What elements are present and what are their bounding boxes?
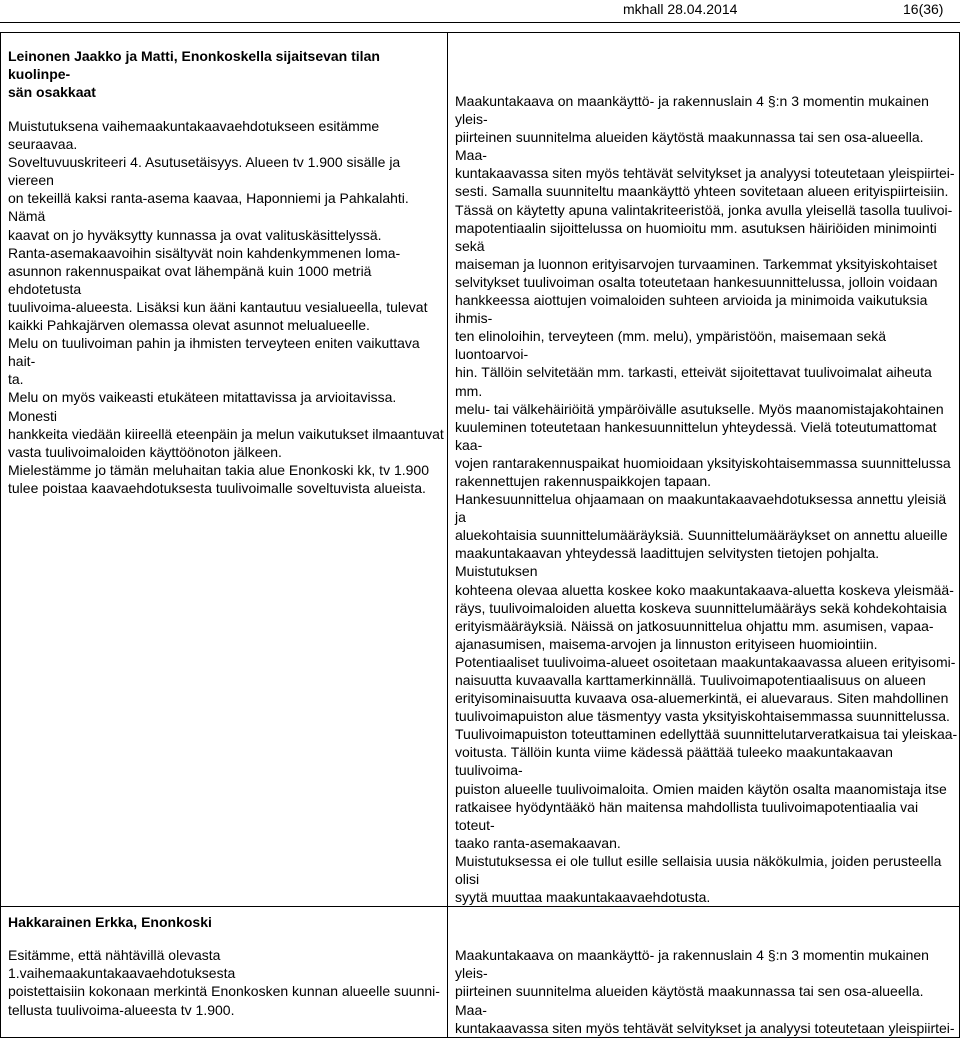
response-cell <box>448 907 960 1037</box>
page-header <box>0 0 960 20</box>
submission-text: Muistutuksena vaihemaakuntakaavaehdotukseen esitämme seuraavaa. Soveltuvuuskriteeri 4. Asutusetäisyys. Alueen tv 1.900 sisälle ja viereen on tekeillä kaksi ranta-asema kaavaa, Haponniemi ja Pahkalahti. Nämä kaavat on jo hyväksytty kunnassa ja ovat valituskäsittelyssä. Ranta-asemakaavoihin sisältyvät noin kahdenkymmenen loma- asunnon rakennuspaikat ovat lähempänä kuin 1000 metriä ehdotetusta tuulivoima-alueesta. Lisäksi kun ääni kantautuu vesialueella, tulevat kaikki Pahkajärven olemassa olevat asunnot melualueelle. Melu on tuulivoiman pahin ja ihmisten terveyteen eniten vaikuttava hait- ta. Melu on myös vaikeasti etukäteen mitattavissa ja arvioitavissa. Monesti hankkeita viedään kiireellä eteenpäin ja melun vaikutukset ilmaantuvat vasta tuulivoimaloiden käyttöönoton jälkeen. Mielestämme jo tämän meluhaitan takia alue Enonkoski kk, tv 1.900 tulee poistaa kaavaehdotuksesta tuulivoimalle soveltuvista alueista. <box>8 118 444 496</box>
page-number: 16(36) <box>903 1 944 17</box>
table-row <box>1 907 960 1037</box>
submission-cell <box>1 907 448 1037</box>
response-text: Maakuntakaava on maankäyttö- ja rakennuslain 4 §:n 3 momentin mukainen yleis- piirteinen suunnitelma alueiden käytöstä maakunnassa tai sen osa-alueella. Maa- kuntakaavassa siten myös tehtävät selvitykset ja analyysi toteutetaan yleispiirtei- <box>455 947 955 1036</box>
submitter-title: Hakkarainen Erkka, Enonkoski <box>8 914 212 931</box>
submission-text: Esitämme, että nähtävillä olevasta 1.vaihemaakuntakaavaehdotuksesta poistettaisiin kokonaan merkintä Enonkosken kunnan alueelle suunni- tellusta tuulivoima-alueesta tv 1.900. <box>8 947 440 1018</box>
response-table <box>0 32 960 1038</box>
response-cell <box>448 33 960 907</box>
submission-cell <box>1 33 448 907</box>
response-text: Maakuntakaava on maankäyttö- ja rakennuslain 4 §:n 3 momentin mukainen yleis- piirteinen suunnitelma alueiden käytöstä maakunnassa tai sen osa-alueella. Maa- kuntakaavassa siten myös tehtävät selvitykset ja analyysi toteutetaan yleispiirtei- sesti. Samalla suunniteltu maankäyttö yhteen sovitetaan alueen erityispiirteisiin. Tässä on käytetty apuna valintakriteeristöä, jonka avulla yleisellä tasolla tuulivoi- mapotentiaalin sijoittelussa on huomioitu mm. asutuksen häiriöiden minimointi sekä maiseman ja luonnon erityisarvojen turvaaminen. Tarkemmat yksityiskohtaiset selvitykset tuulivoiman osalta toteutetaan hankesuunnittelussa, jolloin voidaan hankkeessa aiottujen voimaloiden suhteen arvioida ja minimoida vaikutuksia ihmis- ten elinoloihin, terveyteen (mm. melu), ympäristöön, maisemaan sekä luontoarvoi- hin. Tällöin selvitetään mm. tarkasti, etteivät sijoitettavat tuulivoimalat aiheuta mm. melu- tai välkehäiriöitä ympäröivälle asutukselle. Myös maanomistajakohtainen kuuleminen toteutetaan hankesuunnittelun yhteydessä. Vielä toteutumattomat kaa- vojen rantarakennuspaikat huomioidaan yksityiskohtaisemmassa suunnittelussa rakennettujen rakennuspaikkojen tapaan. Hankesuunnittelua ohjaamaan on maakuntakaavaehdotuksessa annettu yleisiä ja aluekohtaisia suunnittelumääräyksiä. Suunnittelumääräykset on annettu alueille maakuntakaavan yhteydessä laadittujen selvitysten tietojen pohjalta. Muistutuksen kohteena olevaa aluetta koskee koko maakuntakaava-aluetta koskeva yleismää- räys, tuulivoimaloiden aluetta koskeva suunnittelumääräys sekä kohdekohtaisia erityismääräyksiä. Näissä on jatkosuunnittelua ohjattu mm. asumisen, vapaa- ajanasumisen, maisema-arvojen ja linnuston erityiseen huomiointiin. Potentiaaliset tuulivoima-alueet osoitetaan maakuntakaavassa alueen erityisomi- naisuutta kuvaavalla karttamerkinnällä. Tuulivoimapotentiaalisuus on alueen erityisominaisuutta kuvaava osa-aluemerkintä, ei aluevaraus. Siten mahdollinen tuulivoimapuiston alue täsmentyy vasta yksityiskohtaisemmassa suunnittelussa. Tuulivoimapuiston toteuttaminen edellyttää suunnittelutarveratkaisua tai yleiskaa- voitusta. Tällöin kunta viime kädessä päättää tuleeko maakuntakaavan tuulivoima- puiston alueelle tuulivoimaloita. Omien maiden käytön osalta maanomistaja itse ratkaisee hyödyntääkö hän maitensa mahdollista tuulivoimapotentiaalia vai toteut- taako ranta-asemakaavan. Muistutuksessa ei ole tullut esille sellaisia uusia näkökulmia, joiden perusteella olisi syytä muuttaa maakuntakaavaehdotusta. <box>455 93 958 906</box>
table-row <box>1 33 960 907</box>
header-divider <box>0 22 960 23</box>
document-info: mkhall 28.04.2014 <box>623 1 738 17</box>
submitter-title: Leinonen Jaakko ja Matti, Enonkoskella sijaitsevan tilan kuolinpe- sän osakkaat <box>8 48 380 100</box>
